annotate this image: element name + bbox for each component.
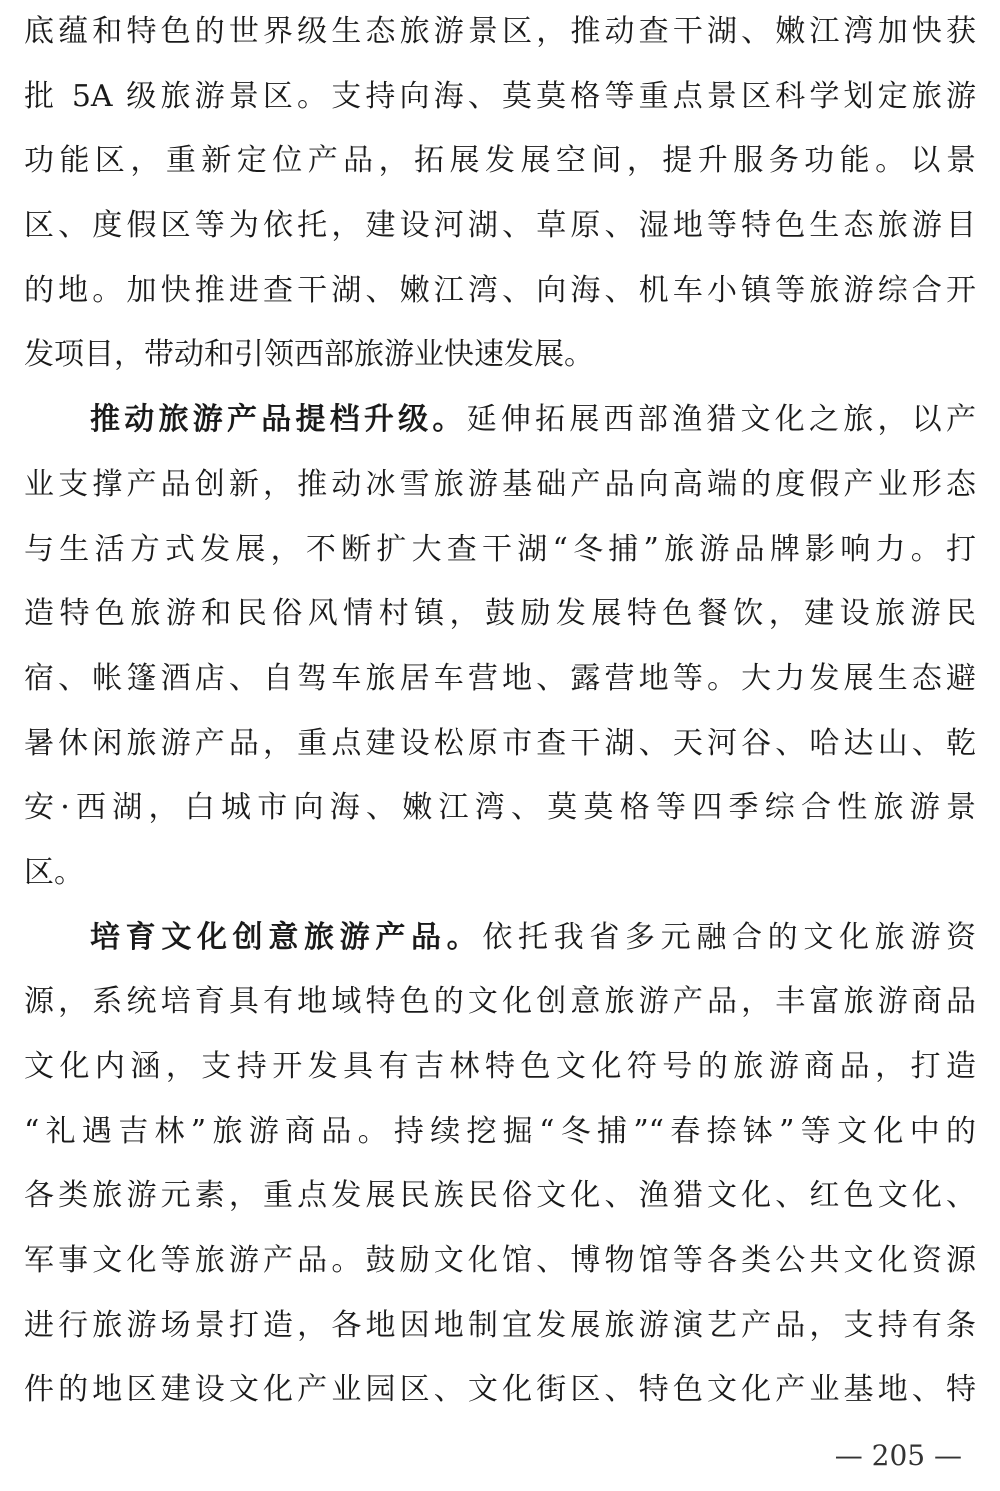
text-span: 延伸拓展西部渔猎文化之旅，以产 (466, 402, 976, 438)
text-line: 区、度假区等为依托，建设河湖、草原、湿地等特色生态旅游目 (24, 208, 976, 244)
paragraph-product-upgrade (24, 388, 976, 906)
text-line: 功能区，重新定位产品，拓展发展空间，提升服务功能。以景 (24, 143, 976, 179)
text-line: 造特色旅游和民俗风情村镇，鼓励发展特色餐饮，建设旅游民 (24, 596, 976, 632)
text-line: 进行旅游场景打造，各地因地制宜发展旅游演艺产品，支持有条 (24, 1307, 976, 1343)
text-line: 各类旅游元素，重点发展民族民俗文化、渔猎文化、红色文化、 (24, 1178, 976, 1214)
document-page (24, 0, 976, 1423)
page-number: — 205 — (834, 1439, 962, 1472)
text-line: 区。 (24, 854, 84, 890)
text-line: 安·西湖，白城市向海、嫩江湾、莫莫格等四季综合性旅游景 (24, 790, 976, 826)
text-span: 依托我省多元融合的文化旅游资 (482, 919, 976, 955)
text-line: 源，系统培育具有地域特色的文化创意旅游产品，丰富旅游商品 (24, 984, 976, 1020)
paragraph-heading: 推动旅游产品提档升级。 (90, 402, 467, 438)
text-line: 发项目，带动和引领西部旅游业快速发展。 (24, 337, 594, 373)
paragraph-scenic-areas (24, 0, 976, 388)
text-line: 与生活方式发展，不断扩大查干湖“冬捕”旅游品牌影响力。打 (24, 531, 976, 567)
text-line: 批 5A 级旅游景区。支持向海、莫莫格等重点景区科学划定旅游 (24, 78, 976, 114)
text-line: “礼遇吉林”旅游商品。持续挖掘“冬捕”“春捺钵”等文化中的 (24, 1113, 976, 1149)
text-line: 底蕴和特色的世界级生态旅游景区，推动查干湖、嫩江湾加快获 (24, 14, 976, 49)
text-line: 件的地区建设文化产业园区、文化街区、特色文化产业基地、特 (24, 1372, 976, 1408)
text-line (24, 388, 976, 453)
text-line: 军事文化等旅游产品。鼓励文化馆、博物馆等各类公共文化资源 (24, 1243, 976, 1279)
paragraph-heading: 培育文化创意旅游产品。 (90, 919, 483, 955)
text-line: 文化内涵，支持开发具有吉林特色文化符号的旅游商品，打造 (24, 1049, 976, 1084)
text-line: 暑休闲旅游产品，重点建设松原市查干湖、天河谷、哈达山、乾 (24, 725, 976, 761)
text-line: 的地。加快推进查干湖、嫩江湾、向海、机车小镇等旅游综合开 (24, 272, 976, 308)
text-line: 宿、帐篷酒店、自驾车旅居车营地、露营地等。大力发展生态避 (24, 660, 976, 696)
paragraph-cultural-creative (24, 906, 976, 1424)
text-line (24, 906, 976, 971)
text-line: 业支撑产品创新，推动冰雪旅游基础产品向高端的度假产业形态 (24, 466, 976, 502)
